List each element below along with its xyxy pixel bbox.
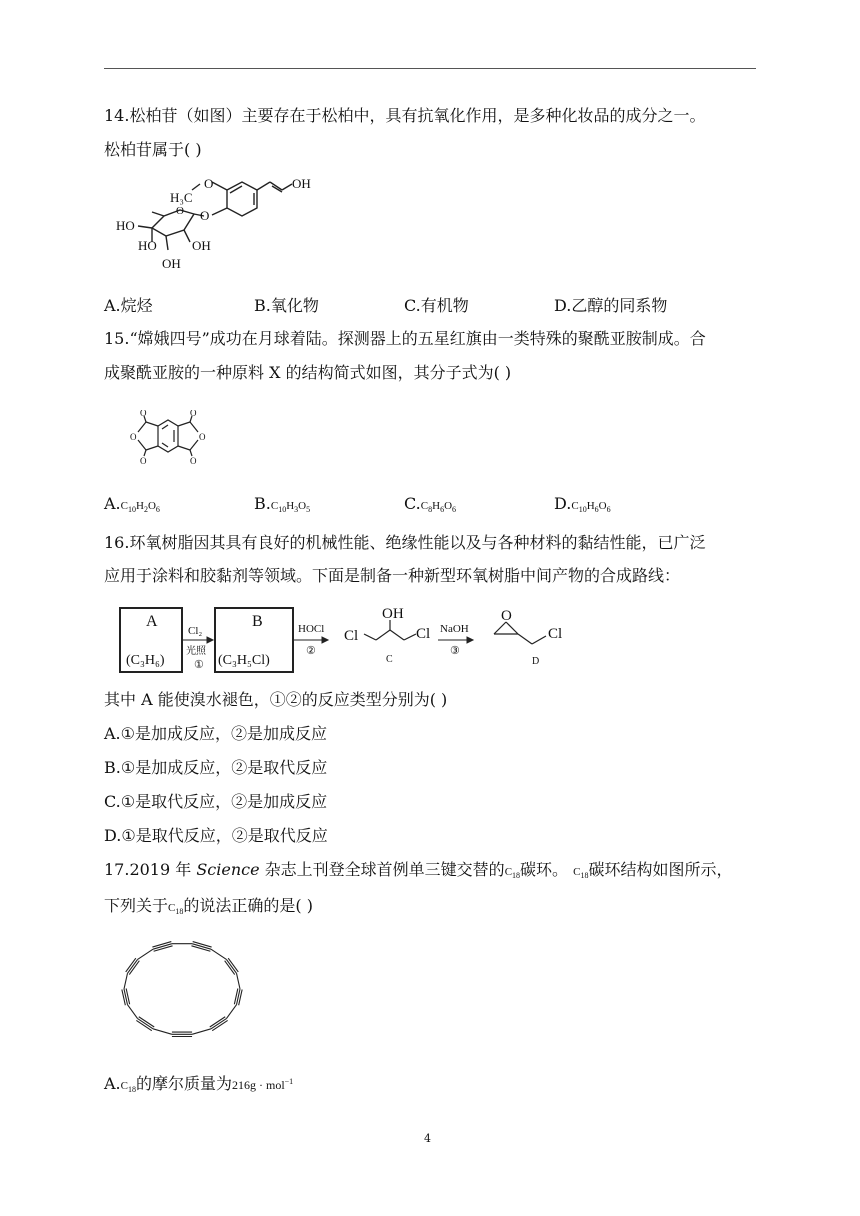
o-label: O bbox=[140, 410, 147, 418]
molecular-formula: $C_{10}H_2O_6$ bbox=[120, 500, 160, 515]
o-label: O bbox=[501, 608, 512, 624]
q16-option-a[interactable]: A.①是加成反应，②是加成反应 bbox=[104, 724, 327, 743]
cl-label: Cl bbox=[416, 626, 431, 642]
carbon-bond bbox=[237, 973, 240, 989]
q16-stem-line2: 应用于涂料和胶黏剂等领域。下面是制备一种新型环氧树脂中间产物的合成路线： bbox=[104, 566, 681, 585]
compound-a-label: A bbox=[146, 613, 158, 630]
carbon-bond bbox=[192, 1029, 211, 1034]
carbon-bond bbox=[226, 959, 236, 973]
stem-text: 下列关于 bbox=[104, 896, 169, 915]
c18-ring-figure bbox=[112, 935, 252, 1043]
oh-label: OH bbox=[162, 256, 181, 271]
o-label: O bbox=[199, 432, 206, 442]
carbon-bond bbox=[226, 1005, 236, 1019]
option-text: 的摩尔质量为 bbox=[135, 1074, 232, 1093]
molecular-formula: $C_{10}H_6O_6$ bbox=[571, 500, 611, 515]
reagent-hocl: HOCl bbox=[298, 623, 325, 635]
carbon-bond bbox=[228, 958, 238, 972]
option-letter: B. bbox=[254, 494, 271, 513]
q14-stem-line2: 松柏苷属于( ) bbox=[104, 140, 202, 159]
q15-option-a[interactable] bbox=[104, 494, 160, 520]
carbon-bond bbox=[212, 1020, 227, 1030]
carbon-bond bbox=[127, 959, 137, 973]
q15-option-b[interactable] bbox=[254, 494, 310, 520]
compound-c-label: C bbox=[386, 654, 393, 665]
o-label: O bbox=[130, 432, 137, 442]
carbon-bond bbox=[210, 1017, 225, 1027]
q16-option-d[interactable]: D.①是取代反应，②是取代反应 bbox=[104, 826, 328, 845]
c18-formula: $C_{18}$ bbox=[504, 866, 521, 881]
ho-label: HO bbox=[138, 238, 157, 253]
option-letter: A. bbox=[104, 494, 121, 513]
ho-label: HO bbox=[116, 218, 135, 233]
q16-option-c[interactable]: C.①是取代反应，②是加成反应 bbox=[104, 792, 328, 811]
reagent-naoh: NaOH bbox=[440, 623, 469, 635]
c18-formula: $C_{18}$ bbox=[120, 1080, 136, 1095]
h3c-label: H₃C bbox=[170, 190, 193, 205]
q16-option-b[interactable]: B.①是加成反应，②是取代反应 bbox=[104, 758, 328, 777]
molar-mass-value: 216g · mol$^{-1}$ bbox=[232, 1077, 294, 1092]
carbon-bond bbox=[211, 1019, 226, 1029]
condition-light: 光照 bbox=[186, 646, 206, 657]
carbon-bond bbox=[136, 1020, 151, 1030]
oh-label: OH bbox=[292, 176, 311, 191]
q15-option-c[interactable] bbox=[404, 494, 456, 520]
compound-d-label: D bbox=[532, 656, 540, 667]
compound-a-formula: (C₃H₆) bbox=[126, 653, 165, 668]
page-number: 4 bbox=[424, 1132, 431, 1145]
carbon-bond bbox=[139, 1017, 154, 1027]
stem-text: 17.2019 年 bbox=[104, 860, 197, 879]
q16-stem-line3: 其中 A 能使溴水褪色，①②的反应类型分别为( ) bbox=[104, 690, 448, 709]
o-label: O bbox=[190, 410, 197, 418]
step-1-number: ① bbox=[194, 659, 204, 671]
molecular-formula: $C_8H_6O_6$ bbox=[420, 500, 457, 515]
carbon-bond bbox=[153, 1029, 172, 1034]
carbon-bond bbox=[211, 949, 226, 959]
option-letter: A. bbox=[104, 1074, 121, 1093]
journal-name: Science bbox=[196, 860, 260, 879]
synthesis-route-scheme bbox=[118, 600, 598, 678]
q14-option-d[interactable]: D.乙醇的同系物 bbox=[554, 296, 668, 315]
coniferin-structure-figure bbox=[112, 170, 322, 280]
q14-option-a[interactable]: A.烷烃 bbox=[104, 296, 153, 315]
reagent-cl2: Cl₂ bbox=[188, 625, 203, 637]
q15-stem-line2: 成聚酰亚胺的一种原料 X 的结构简式如图，其分子式为( ) bbox=[104, 363, 512, 382]
cl-label: Cl bbox=[344, 628, 359, 644]
molecular-formula: $C_{10}H_3O_5$ bbox=[270, 500, 311, 515]
o-label: O bbox=[176, 205, 184, 217]
carbon-bond bbox=[138, 1019, 153, 1029]
q14-option-b[interactable]: B.氧化物 bbox=[254, 296, 319, 315]
carbon-bond bbox=[129, 961, 139, 975]
cl-label: Cl bbox=[548, 626, 563, 642]
o-label: O bbox=[140, 456, 147, 466]
step-3-number: ③ bbox=[450, 645, 460, 657]
carbon-bond bbox=[124, 973, 127, 989]
q14-stem-line1: 14.松柏苷（如图）主要存在于松柏中，具有抗氧化作用，是多种化妆品的成分之一。 bbox=[104, 106, 706, 125]
carbon-bond bbox=[225, 961, 235, 975]
compound-b-formula: (C₃H₅Cl) bbox=[218, 653, 270, 668]
c18-formula: $C_{18}$ bbox=[168, 902, 184, 917]
step-2-number: ② bbox=[306, 645, 316, 657]
q16-stem-line1: 16.环氧树脂因其具有良好的机械性能、绝缘性能以及与各种材料的黏结性能，已广泛 bbox=[104, 533, 706, 552]
stem-text: 碳环。 bbox=[520, 860, 569, 879]
oh-label: OH bbox=[192, 238, 211, 253]
q15-option-d[interactable] bbox=[554, 494, 611, 520]
c18-formula: $C_{18}$ bbox=[573, 866, 589, 881]
header-rule bbox=[104, 68, 756, 69]
stem-text: 碳环结构如图所示， bbox=[588, 860, 733, 879]
o-label: O bbox=[200, 208, 210, 223]
carbon-bond bbox=[127, 1005, 137, 1019]
stem-text: 的说法正确的是( ) bbox=[183, 896, 313, 915]
carbon-bond bbox=[126, 958, 136, 972]
o-label: O bbox=[190, 456, 197, 466]
carbon-bond bbox=[138, 949, 153, 959]
option-letter: D. bbox=[554, 494, 572, 513]
compound-b-label: B bbox=[252, 613, 263, 630]
q14-option-c[interactable]: C.有机物 bbox=[404, 296, 469, 315]
q15-stem-line1: 15.“嫦娥四号”成功在月球着陆。探测器上的五星红旗由一类特殊的聚酰亚胺制成。合 bbox=[104, 329, 706, 348]
oh-label: OH bbox=[382, 606, 404, 622]
q17-option-a[interactable] bbox=[104, 1072, 293, 1100]
pyromellitic-dianhydride-figure bbox=[118, 410, 218, 472]
q17-stem-line1 bbox=[104, 860, 733, 886]
o-label: O bbox=[204, 176, 214, 191]
option-letter: C. bbox=[404, 494, 421, 513]
q17-stem-line2 bbox=[104, 896, 313, 922]
stem-text: 杂志上刊登全球首例单三键交替的 bbox=[259, 860, 505, 879]
